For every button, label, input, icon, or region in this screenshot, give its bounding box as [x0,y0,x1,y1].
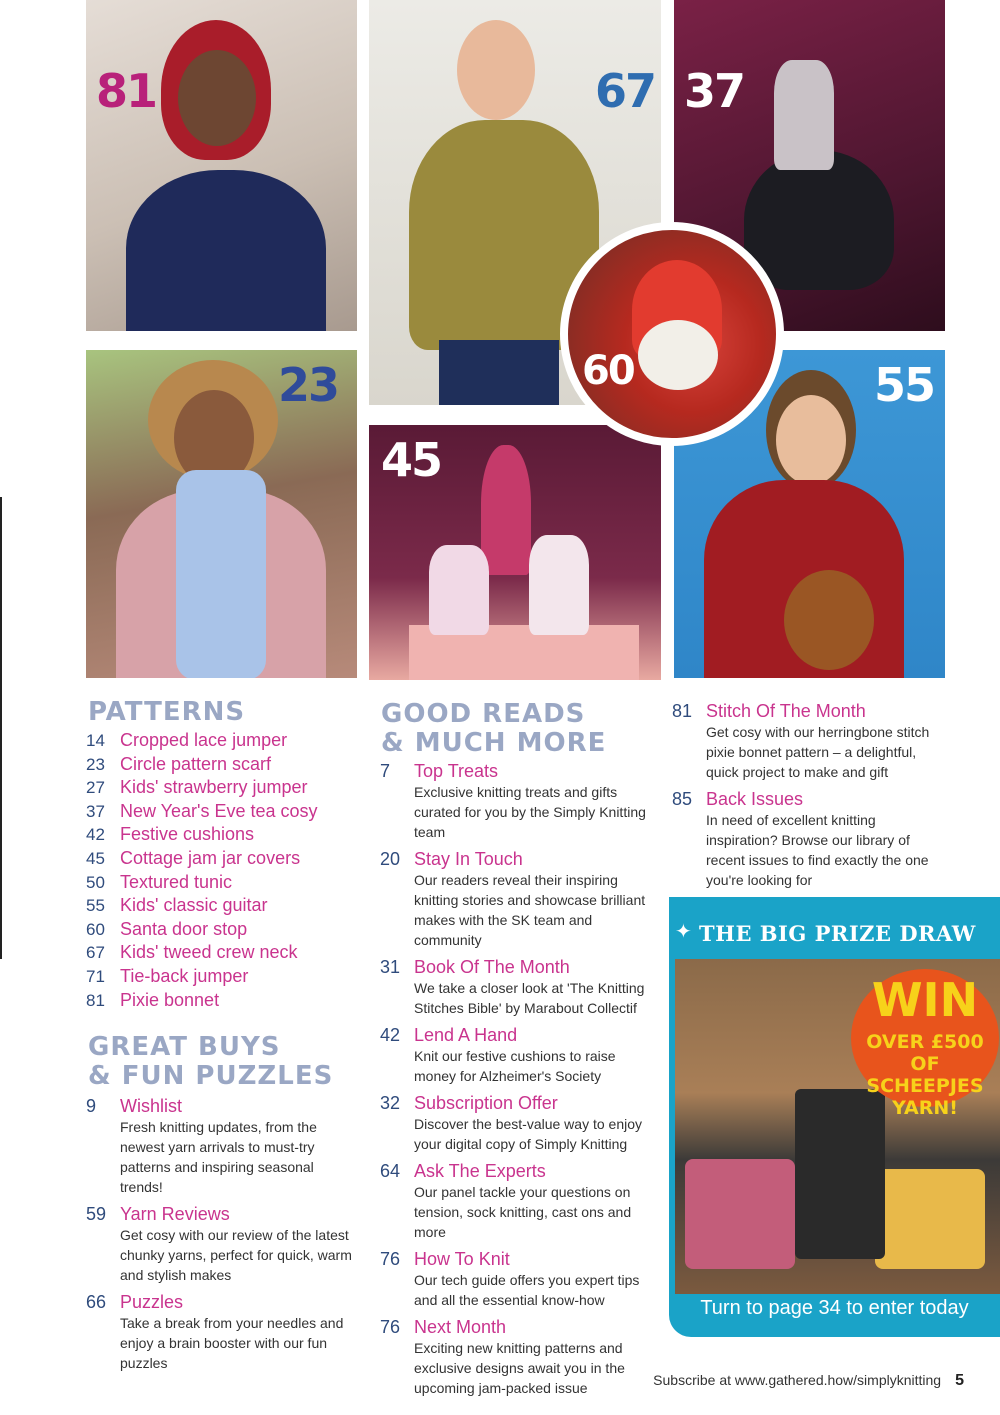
entry-page-number: 42 [380,1025,401,1045]
great-buys-heading-line2: & FUN PUZZLES [88,1061,334,1091]
good-reads-heading-line2: & MUCH MORE [381,728,607,758]
pattern-page-number: 55 [86,896,105,916]
photo-pixie-bonnet[interactable] [86,0,357,331]
pattern-item[interactable] [86,895,318,919]
entry-body [414,1160,656,1242]
contents-entry[interactable] [86,1095,358,1197]
page-footer [653,1372,964,1390]
entry-description: Fresh knitting updates, from the newest yarn arrivals to must-try patterns and inspiring seasonal trends! [120,1119,317,1195]
prize-yarn-photo [675,959,1000,1294]
pattern-page-number: 71 [86,966,105,986]
entry-description: Get cosy with our herringbone stitch pixie bonnet pattern – a delightful, quick project to make and gift [706,724,930,780]
pattern-title: Kids' strawberry jumper [120,777,308,798]
pattern-item[interactable] [86,872,318,896]
entry-title: Subscription Offer [414,1093,558,1113]
photo-circle-scarf[interactable] [86,350,357,678]
figure-shape [638,320,718,390]
contents-entry[interactable] [380,1248,656,1310]
entry-description: Exciting new knitting patterns and exclusive designs await you in the upcoming jam-packed issue [414,1340,625,1396]
pattern-page-number: 60 [86,919,105,939]
entry-body [414,848,656,950]
contents-entry[interactable] [86,1291,358,1373]
patterns-heading [88,698,245,727]
entry-description: In need of excellent knitting inspiration? Browse our library of recent issues to find exactly the one you're looking for [706,812,929,888]
page-number-badge: 37 [684,64,745,118]
figure-shape [776,395,846,485]
pattern-title: Cropped lace jumper [120,730,288,750]
entry-title: Next Month [414,1317,507,1337]
pattern-item[interactable] [86,777,318,801]
contents-entry[interactable] [380,760,656,842]
entry-body [120,1203,358,1285]
entry-title: Top Treats [414,761,499,781]
entry-description: Our panel tackle your questions on tension, sock knitting, cast ons and more [414,1184,632,1240]
entry-description: Take a break from your needles and enjoy a brain booster with our fun puzzles [120,1315,344,1371]
figure-shape [744,150,894,290]
entry-page-number: 31 [380,957,401,977]
photo-santa-door-stop[interactable] [560,222,784,446]
pattern-page-number: 50 [86,872,105,892]
entry-description: Get cosy with our review of the latest chunky yarns, perfect for quick, warm and stylish makes [120,1227,352,1283]
entry-title: Yarn Reviews [120,1204,230,1224]
entry-page-number: 32 [380,1093,401,1113]
pattern-title: Pixie bonnet [120,989,220,1010]
contents-entry[interactable] [380,1316,656,1398]
pattern-item[interactable] [86,919,318,943]
figure-shape [178,50,256,146]
entry-page-number: 59 [86,1204,107,1224]
pattern-title: Circle pattern scarf [120,753,272,774]
entry-description: We take a closer look at 'The Knitting Stitches Bible' by Marabout Collectif [414,980,645,1016]
contents-entry[interactable] [380,848,656,950]
entry-page-number: 85 [672,789,693,809]
good-reads-heading [381,700,606,758]
entry-page-number: 9 [86,1096,97,1116]
prize-draw-heading: THE BIG PRIZE DRAW [699,921,976,946]
page-number-badge: 60 [582,348,634,394]
entry-page-number: 81 [672,701,693,721]
entry-body [414,956,656,1018]
great-buys-list [86,1095,358,1379]
figure-shape [529,535,589,635]
pattern-item[interactable] [86,990,318,1014]
contents-entry[interactable] [672,788,950,890]
star-icon: ✦ [675,921,692,943]
figure-shape [176,470,266,678]
entry-page-number: 20 [380,849,401,869]
great-buys-heading [88,1033,333,1091]
entry-body [414,1024,656,1086]
pattern-title: Textured tunic [120,871,233,892]
subscribe-link[interactable]: Subscribe at www.gathered.how/simplyknitting [653,1372,942,1388]
entry-body [414,760,656,842]
pattern-page-number: 81 [86,990,105,1010]
entry-title: Puzzles [120,1292,184,1312]
pattern-item[interactable] [86,824,318,848]
entry-description: Exclusive knitting treats and gifts curated for you by the Simply Knitting team [414,784,646,840]
pattern-title: New Year's Eve tea cosy [120,800,318,821]
patterns-heading-text: PATTERNS [88,697,246,727]
pattern-page-number: 67 [86,943,105,963]
win-burst-badge [851,969,999,1119]
right-column-list [672,700,950,896]
pattern-title: Kids' classic guitar [120,895,268,916]
pattern-item[interactable] [86,848,318,872]
entry-title: Book Of The Month [414,957,570,977]
good-reads-list [380,760,656,1404]
prize-cta: Turn to page 34 to enter today [700,1297,969,1319]
photo-jam-jar-covers[interactable] [369,425,661,680]
page-number-badge: 23 [278,358,339,412]
contents-entry[interactable] [380,1160,656,1242]
entry-title: Stay In Touch [414,849,523,869]
prize-draw-header [669,909,1000,957]
pattern-item[interactable] [86,966,318,990]
entry-page-number: 7 [380,761,391,781]
figure-shape [481,445,531,575]
entry-body [414,1248,656,1310]
pattern-page-number: 45 [86,848,105,868]
figure-shape [685,1159,795,1269]
entry-body [120,1095,358,1197]
pattern-title: Santa door stop [120,918,248,939]
prize-draw-panel[interactable] [669,897,1000,1337]
page-number-badge: 55 [874,358,935,412]
figure-shape [784,570,874,670]
entry-description: Our readers reveal their inspiring knitting stories and showcase brilliant makes with the SK team and community [414,872,646,948]
pattern-item[interactable] [86,730,318,754]
figure-shape [774,60,834,170]
entry-body [706,700,950,782]
pattern-item[interactable] [86,754,318,778]
patterns-list [86,730,318,1013]
figure-shape [439,340,559,405]
pattern-page-number: 37 [86,801,105,821]
figure-shape [875,1169,985,1269]
page-number-badge: 81 [96,64,157,118]
entry-title: Ask The Experts [414,1161,546,1181]
entry-body [414,1316,656,1398]
pattern-page-number: 27 [86,778,105,798]
entry-page-number: 66 [86,1292,107,1312]
entry-description: Knit our festive cushions to raise money for Alzheimer's Society [414,1048,616,1084]
entry-title: How To Knit [414,1249,510,1269]
good-reads-heading-line1: GOOD READS [381,699,586,729]
entry-title: Stitch Of The Month [706,701,866,721]
pattern-title: Tie-back jumper [120,965,249,986]
contents-entry[interactable] [380,1024,656,1086]
entry-title: Wishlist [120,1096,182,1116]
pattern-item[interactable] [86,801,318,825]
entry-page-number: 64 [380,1161,401,1181]
page-number: 5 [955,1372,964,1389]
page-edge-line [0,497,2,959]
contents-entry[interactable] [380,1092,656,1154]
figure-shape [457,20,535,120]
figure-shape [429,545,489,635]
contents-entry[interactable] [380,956,656,1018]
entry-title: Lend A Hand [414,1025,518,1045]
entry-body [706,788,950,890]
entry-body [414,1092,656,1154]
pattern-item[interactable] [86,942,318,966]
entry-title: Back Issues [706,789,804,809]
offer-text: OVER £500 OF SCHEEPJES YARN! [866,1031,984,1119]
page-number-badge: 45 [381,433,442,487]
page-number-badge: 67 [595,64,656,118]
contents-entry[interactable] [86,1203,358,1285]
entry-body [120,1291,358,1373]
pattern-page-number: 14 [86,731,105,750]
great-buys-heading-line1: GREAT BUYS [88,1032,281,1062]
contents-entry[interactable] [672,700,950,782]
entry-page-number: 76 [380,1317,401,1337]
figure-shape [126,170,326,331]
pattern-title: Cottage jam jar covers [120,847,301,868]
pattern-page-number: 42 [86,825,105,845]
pattern-title: Kids' tweed crew neck [120,942,298,963]
entry-page-number: 76 [380,1249,401,1269]
win-text: WIN [871,973,979,1027]
entry-description: Discover the best-value way to enjoy your digital copy of Simply Knitting [414,1116,642,1152]
pattern-title: Festive cushions [120,824,255,845]
pattern-page-number: 23 [86,754,105,774]
entry-description: Our tech guide offers you expert tips and all the essential know-how [414,1272,640,1308]
